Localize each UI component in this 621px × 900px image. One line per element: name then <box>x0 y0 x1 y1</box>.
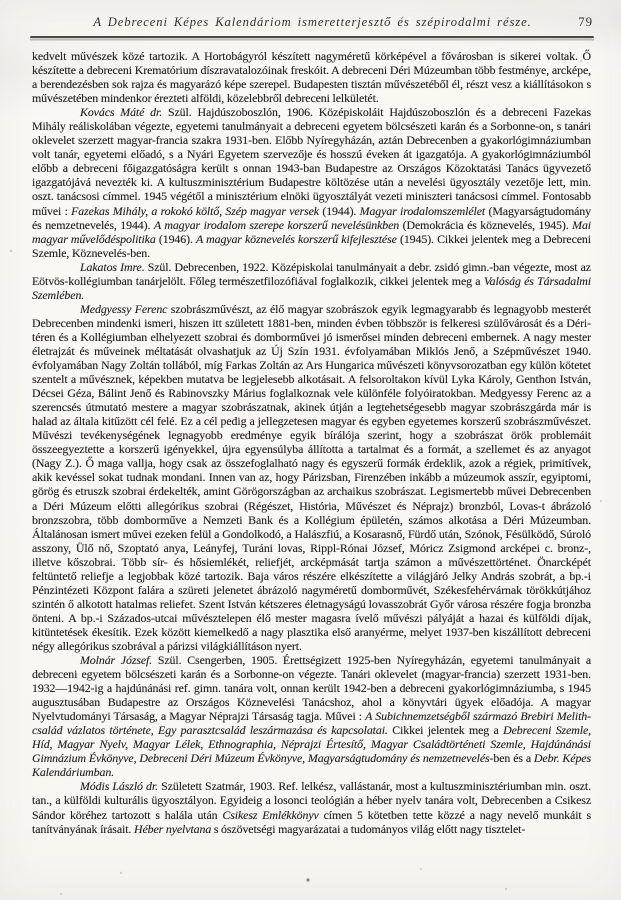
text-run: szobrászművészt, az élő magyar szobrászok egyik legmagyarabb és legnagyobb mesterét Debrecenben mindenki ismeri, hiszen itt született 1881-ben, minden évben többször is felkeresi szülővárosát és a Déri-téren és a Kollégiumban elhelyezett szobrai és domborművei jó ismerősei minden debreceni embernek. A nagy mester életrajzát és műveinek méltatását olvashatjuk az Új Szín 1931. évfolyamában Miklós Jenő, a Szépművészet 1940. évfolyamában Nagy Zoltán tollából, míg Farkas Zoltán az Ars Hungarica művészeti könyvsorozatban egy külön kötetet szentelt a művésznek, képekben mutatva be legjelesebb alkotásait. A felsoroltakon kívül Lyka Károly, Genthon István, Décsei Géza, Bálint Jenő és Rabinovszky Márius foglalkoznak vele különféle folyóiratokban. Medgyessy Ferenc az a szerencsés útmutató mestere a magyar szobrászatnak, akinek útján a legtehetségesebb magyar szobrászgárda már is halad az általa kitűzött cél felé. Ez a cél pedig a jellegzetesen magyar és egyben egyetemes korszerű szobrászművészet. Művészi tevékenységének legnagyobb eredménye egyik bírálója szerint, hogy a szobrászat örök problemáit összeegyeztette a korszerű igényekkel, újra egyensúlyba állította a tartalmat és a formát, a szellemet és az anyagot (Nagy Z.). Ő maga vallja, hogy csak az összefoglalható nagy és egyszerű formák érdeklik, azok a régiek, primitívek, akik kevéssel sokat tudnak mondani. Innen van az, hogy Párizsban, Firenzében inkább a múzeumok asszír, egyiptomi, görög és etruszk szobrai érdekelték, amint Görögországban az archaikus szobrászat. Legismertebb művei Debrecenben a Déri Múzeum előtti allegórikus szobrai (Régészet, História, Művészet és Néprajz) bronzból, Lovas-t ábrázoló bronzszobra, több domborműve a Nemzeti Bank és a Kollégium épületén, számos alkotása a Déri Múzeumban. Általánosan ismert művei ezeken felül a Gondolkodó, a Halászfiú, a Kosarasnő, Fürdő után, Szónok, Fésülködő, Súroló asszony, Ülő nő, Szoptató anya, Leányfej, Turáni lovas, Rippl-Rónai József, Móricz Zsigmond arcképei c. bronz-, illetve kőszobrai. Több sír- és hősiemlékét, reliefjét, arcképmását tartja számon a művészettörténet. Önarcképét feltüntető reliefje a legjobbak közé tartozik. Baja város részére elkészítette a világjáró Jelky András szobrát, a bp.-i Pénzintézeti Központ falára a szüreti jelenetet ábrázoló nagyméretű domborművét, Székesfehérvárnak törökkútjához szintén ő alkotott hatalmas reliefet. Szent István kétszeres életnagyságú lovasszobrát Győr városa részére fogja bronzba önteni. A bp.-i Százados-utcai művésztelepen élő mester magasra ívelő művészi pályáját a hazai és külföldi díjak, kitüntetések ékesítik. Ezek között kiemelkedő a nagy plasztika első aranyérme, melyet 1937-ben kiszállított debreceni négy allegórikus szobrával a párizsi világkiállításon nyert. <box>32 301 591 653</box>
text-run: címen 5 kötetben tette közzé a nagy nevelő munkáit s tanítványának írásait. <box>32 807 592 836</box>
header-title: A Debreceni Képes Kalendáriom ismeretterjesztő és szépirodalmi része. <box>93 15 532 29</box>
italic-text-run: Mai magyar művelődéspolitika <box>32 217 591 246</box>
paragraph <box>32 49 591 105</box>
paragraph <box>32 779 591 835</box>
italic-text-run: Kovács Máté dr. <box>80 105 163 120</box>
page-number: 79 <box>578 15 593 29</box>
italic-text-run: Héber nyelvtana <box>133 821 212 836</box>
italic-text-run: Molnár József. <box>80 653 153 668</box>
text-run: Szül. Debrecenben, 1922. Középiskolai tanulmányait a debr. zsidó gimn.-ban végezte, most az Eötvös-kollégiumban tanárjelölt. Főleg természetfilozófiával foglalkozik, cikkei jelentek meg a <box>32 259 591 288</box>
text-run: s ószövetségi magyarázatai a tudományos világ előtt nagy tisztelet- <box>211 821 526 836</box>
italic-text-run: A magyar irodalom szerepe korszerű nevelésünkben <box>153 217 400 232</box>
italic-text-run: Medgyessy Ferenc <box>80 301 168 316</box>
running-header <box>32 15 593 33</box>
header-rule <box>30 36 594 38</box>
text-run: (1944). <box>318 203 360 218</box>
text-run: Szül. Hajdúszoboszlón, 1906. Középiskoláit Hajdúszoboszlón és a debreceni Fazekas Mihály reáliskolában végezte, egyetemi tanulmányait a debreceni egyetem bölcsészeti karán és a Sorbonne-on, s tanári oklevelet szerzett magyar-francia szakra 1931-ben. Előbb Nyíregyházán, aztán Debrecenben a gyakorlógimnáziumban volt tanár, egyetemi előadó, s a Nyári Egyetem szervezője és hosszú éveken át igazgatója. A gyakorlógimnáziumból előbb a debreceni főigazgatóságra került s onnan 1943-ban Budapestre az Országos Közoktatási Tanács ügyvezető igazgatójává nevezték ki. A kultuszminisztérium Budapestre költözése után a nevelési ügyosztály vezetője lett, min. oszt. tanácsosi címmel. 1945 végétől a minisztérium elnöki ügyosztályát vezeti miniszteri tanácsosi címmel. Fontosabb művei : <box>32 105 591 218</box>
text-run: kedvelt művészek közé tartozik. A Hortobágyról készített nagyméretű körképével a fővárosban is sikerei voltak. Ő készítette a debreceni Krematórium díszravatalozóinak freskóit. A debreceni Déri Múzeumban több festménye, arcképe, a berendezésben sok rajza és magyarázó képe szerepel. Budapesten tisztán művészetéből él, részt vesz a kiállításokon s művészetében mindenkor érezteti alföldi, közelebbről debreceni lelkületét. <box>32 49 591 106</box>
italic-text-run: Módis László dr. <box>80 779 158 794</box>
text-run: -ben és a <box>489 751 534 766</box>
scan-speckles <box>0 0 2 2</box>
page-body <box>32 49 591 836</box>
paragraph <box>32 260 591 302</box>
text-run: (Magyarságtudomány és nemzetnevelés, 1944). <box>32 203 592 232</box>
text-run: Született Szatmár, 1903. Ref. lelkész, vallástanár, most a kultuszminisztériumban min. oszt. tan., a külföldi kulturális ügyosztályon. Egyideig a losonci teológián a héber nyelv tanára volt, Debrecenben a Csikesz Sándor köréhez tartozott s halála után <box>32 779 591 822</box>
italic-text-run: Lakatos Imre. <box>80 259 145 274</box>
text-run: Cikkei jelentek meg a <box>387 723 504 738</box>
italic-text-run: A magyar köznevelés korszerű kifejlesztése <box>196 231 397 246</box>
text-run: (1945). Cikkei jelentek meg a Debreceni Szemle, Köznevelés-ben. <box>32 231 591 260</box>
italic-text-run: Debr. Képes Kalendáriumban. <box>32 751 591 780</box>
italic-text-run: Magyar irodalomszemlélet <box>359 203 486 218</box>
italic-text-run: Valóság és Társadalmi Szemlében. <box>32 273 591 302</box>
paragraph <box>32 105 591 260</box>
paragraph <box>32 302 591 653</box>
italic-text-run: Fazekas Mihály, a rokokó költő, Szép magyar versek <box>71 203 319 218</box>
text-run: (Demokrácia és köznevelés, 1945). <box>399 217 573 232</box>
paragraph <box>32 653 591 779</box>
italic-text-run: A Subichnemzetségből származó Brebiri Melith-család vázlatos története, Egy parasztcsalád leszármazása és kapcsolatai. <box>32 709 591 738</box>
text-run: Szül. Csengerben, 1905. Érettségizett 1925-ben Nyíregyházán, egyetemi tanulmányait a debreceni egyetem bölcsészeti karán és a Sorbonne-on végezte. Tanári oklevelet (magyar-francia) szerzett 1931-ben. 1932—1942-ig a hajdúnánási ref. gimn. tanára volt, onnan került 1942-ben a debreceni gyakorlógimnáziumba, s 1945 augusztusában Budapestre az Országos Köznevelési Tanácshoz, ahol a könyvtári ügyek előadója. A magyar Nyelvtudományi Társaság, a Magyar Néprajzi Társaság tagja. Művei : <box>32 653 592 724</box>
italic-text-run: Debreceni Szemle, Híd, Magyar Nyelv, Magyar Lélek, Ethnographia, Néprajzi Értesítő, Magyar Családtörténeti Szemle, Hajdúnánási Gimnázium Évkönyve, Debreceni Déri Múzeum Évkönyve, Magyarságtudomány és nemzetnevelés <box>32 723 591 766</box>
text-run: (1946). <box>155 231 196 246</box>
italic-text-run: Csikesz Emlékkönyv <box>222 807 319 822</box>
